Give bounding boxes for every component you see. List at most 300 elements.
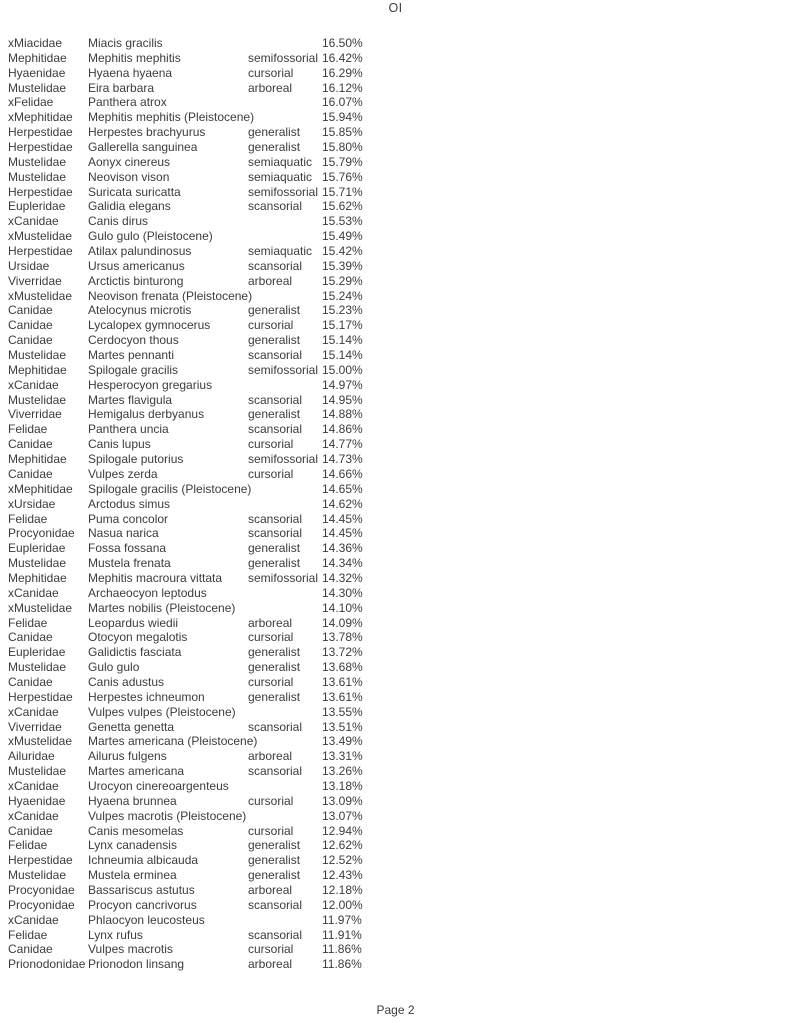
family-cell: xMustelidae (8, 600, 73, 615)
value-cell: 12.43% (322, 868, 363, 883)
species-cell: Procyon cancrivorus (88, 897, 197, 912)
species-cell: Herpestes ichneumon (88, 689, 205, 704)
value-cell: 14.45% (322, 511, 363, 526)
table-row (8, 541, 372, 556)
locomotion-cell: cursorial (248, 823, 294, 838)
locomotion-cell: scansorial (248, 511, 303, 526)
table-row (8, 155, 372, 170)
species-cell: Neovison vison (88, 169, 170, 184)
family-cell: xCanidae (8, 214, 59, 229)
species-cell: Phlaocyon leucosteus (88, 912, 205, 927)
value-cell: 15.42% (322, 244, 363, 259)
locomotion-cell: generalist (248, 407, 301, 422)
locomotion-cell (248, 809, 322, 824)
locomotion-cell: generalist (248, 868, 301, 883)
value-cell: 15.62% (322, 199, 363, 214)
table-row (8, 66, 372, 81)
family-cell: xMephitidae (8, 481, 73, 496)
species-cell: Suricata suricatta (88, 184, 181, 199)
species-cell: Canis lupus (88, 437, 151, 452)
species-cell: Herpestes brachyurus (88, 125, 206, 140)
species-cell: Hemigalus derbyanus (88, 407, 205, 422)
species-cell: Canis mesomelas (88, 823, 184, 838)
family-cell: Herpestidae (8, 689, 73, 704)
value-cell: 13.49% (322, 734, 363, 749)
locomotion-cell: arboreal (248, 273, 293, 288)
value-cell: 15.71% (322, 184, 363, 199)
family-cell: Eupleridae (8, 645, 66, 660)
species-cell: Neovison frenata (Pleistocene) (88, 288, 253, 303)
species-cell: Archaeocyon leptodus (88, 585, 207, 600)
table-row (8, 764, 372, 779)
table-row (8, 497, 372, 512)
family-cell: Eupleridae (8, 199, 66, 214)
locomotion-cell (248, 214, 322, 229)
family-cell: Mustelidae (8, 169, 67, 184)
species-cell: Mephitis mephitis (Pleistocene) (88, 110, 255, 125)
locomotion-cell: semifossorial (248, 184, 319, 199)
value-cell: 14.95% (322, 392, 363, 407)
table-row (8, 363, 372, 378)
value-cell: 13.78% (322, 630, 363, 645)
family-cell: Felidae (8, 511, 48, 526)
locomotion-cell: generalist (248, 303, 301, 318)
table-row (8, 928, 372, 943)
table-row (8, 185, 372, 200)
species-cell: Miacis gracilis (88, 36, 163, 50)
locomotion-cell: scansorial (248, 719, 303, 734)
value-cell: 13.07% (322, 808, 363, 823)
family-cell: xMustelidae (8, 288, 73, 303)
species-cell: Martes nobilis (Pleistocene) (88, 600, 236, 615)
value-cell: 13.72% (322, 645, 363, 660)
family-cell: Mephitidae (8, 50, 67, 65)
locomotion-cell: generalist (248, 125, 301, 140)
value-cell: 16.29% (322, 65, 363, 80)
table-row (8, 170, 372, 185)
family-cell: Mustelidae (8, 348, 67, 363)
species-cell: Fossa fossana (88, 541, 167, 556)
table-row (8, 601, 372, 616)
table-row (8, 883, 372, 898)
locomotion-cell: scansorial (248, 392, 303, 407)
locomotion-cell (248, 95, 322, 110)
locomotion-cell: scansorial (248, 897, 303, 912)
table-row (8, 556, 372, 571)
locomotion-cell: cursorial (248, 318, 294, 333)
species-cell: Martes americana (Pleistocene) (88, 734, 258, 749)
table-row (8, 779, 372, 794)
locomotion-cell (248, 601, 322, 616)
family-cell: Ailuridae (8, 749, 55, 764)
table-row (8, 348, 372, 363)
table-row (8, 482, 372, 497)
species-cell: Atilax palundinosus (88, 244, 192, 259)
family-cell: Herpestidae (8, 140, 73, 155)
family-cell: Mephitidae (8, 570, 67, 585)
locomotion-cell: scansorial (248, 258, 303, 273)
species-cell: Aonyx cinereus (88, 154, 171, 169)
family-cell: Herpestidae (8, 853, 73, 868)
family-cell: Canidae (8, 674, 53, 689)
species-cell: Prionodon linsang (88, 957, 185, 972)
table-row (8, 95, 372, 110)
family-cell: Mustelidae (8, 868, 67, 883)
species-cell: Gulo gulo (Pleistocene) (88, 229, 213, 244)
value-cell: 15.14% (322, 333, 363, 348)
species-cell: Gulo gulo (88, 660, 140, 675)
species-cell: Eira barbara (88, 80, 155, 95)
species-cell: Mephitis mephitis (88, 50, 181, 65)
page-title: OI (388, 1, 403, 15)
value-cell: 15.29% (322, 273, 363, 288)
table-row (8, 675, 372, 690)
table-row (8, 244, 372, 259)
value-cell: 14.30% (322, 585, 363, 600)
family-cell: Mustelidae (8, 80, 67, 95)
table-row (8, 749, 372, 764)
family-cell: Mustelidae (8, 764, 67, 779)
locomotion-cell: semifossorial (248, 570, 319, 585)
species-cell: Martes pennanti (88, 348, 175, 363)
table-row (8, 720, 372, 735)
family-cell: Mustelidae (8, 154, 67, 169)
table-row (8, 734, 372, 749)
table-row (8, 942, 372, 957)
table-row (8, 125, 372, 140)
table-row (8, 957, 372, 972)
value-cell: 13.09% (322, 793, 363, 808)
table-row (8, 645, 372, 660)
table-row (8, 36, 372, 51)
table-row (8, 393, 372, 408)
table-row (8, 452, 372, 467)
value-cell: 15.17% (322, 318, 363, 333)
locomotion-cell (248, 779, 322, 794)
family-cell: Canidae (8, 333, 53, 348)
locomotion-cell (248, 497, 322, 512)
value-cell: 14.32% (322, 570, 363, 585)
species-cell: Mephitis macroura vittata (88, 570, 223, 585)
species-cell: Otocyon megalotis (88, 630, 188, 645)
species-cell: Leopardus wiedii (88, 615, 179, 630)
value-cell: 15.23% (322, 303, 363, 318)
family-cell: Canidae (8, 630, 53, 645)
locomotion-cell (248, 289, 322, 304)
locomotion-cell: cursorial (248, 630, 294, 645)
family-cell: xCanidae (8, 808, 59, 823)
family-cell: Prionodonidae (8, 957, 86, 972)
table-row (8, 586, 372, 601)
locomotion-cell (248, 586, 322, 601)
family-cell: Herpestidae (8, 184, 73, 199)
table-row (8, 81, 372, 96)
table-row (8, 690, 372, 705)
table-row (8, 467, 372, 482)
value-cell: 15.00% (322, 362, 363, 377)
species-cell: Lynx canadensis (88, 838, 177, 853)
table-row (8, 333, 372, 348)
family-cell: Canidae (8, 942, 53, 957)
value-cell: 12.00% (322, 897, 363, 912)
family-cell: xFelidae (8, 95, 54, 110)
table-row (8, 378, 372, 393)
species-cell: Ailurus fulgens (88, 749, 167, 764)
family-cell: xMiacidae (8, 36, 63, 50)
locomotion-cell: scansorial (248, 199, 303, 214)
value-cell: 15.24% (322, 288, 363, 303)
table-row (8, 274, 372, 289)
family-cell: Mephitidae (8, 362, 67, 377)
species-cell: Panthera atrox (88, 95, 167, 110)
species-cell: Vulpes zerda (88, 466, 158, 481)
family-cell: xCanidae (8, 585, 59, 600)
family-cell: xMephitidae (8, 110, 73, 125)
table-row (8, 630, 372, 645)
locomotion-cell (248, 110, 322, 125)
table-row (8, 794, 372, 809)
value-cell: 14.66% (322, 466, 363, 481)
species-cell: Cerdocyon thous (88, 333, 179, 348)
family-cell: Felidae (8, 927, 48, 942)
value-cell: 14.34% (322, 556, 363, 571)
family-cell: Canidae (8, 318, 53, 333)
locomotion-cell: scansorial (248, 348, 303, 363)
locomotion-cell: semifossorial (248, 50, 319, 65)
table-row (8, 913, 372, 928)
table-row (8, 512, 372, 527)
locomotion-cell: generalist (248, 645, 301, 660)
species-cell: Mustela frenata (88, 556, 171, 571)
value-cell: 11.91% (322, 927, 362, 942)
value-cell: 13.51% (322, 719, 363, 734)
table-row (8, 824, 372, 839)
table-row (8, 303, 372, 318)
family-cell: Hyaenidae (8, 793, 66, 808)
value-cell: 14.09% (322, 615, 363, 630)
value-cell: 15.94% (322, 110, 363, 125)
species-cell: Hyaena hyaena (88, 65, 173, 80)
table-row (8, 407, 372, 422)
family-cell: Procyonidae (8, 882, 75, 897)
value-cell: 13.68% (322, 660, 363, 675)
family-cell: Ursidae (8, 258, 50, 273)
value-cell: 11.86% (322, 942, 362, 957)
value-cell: 16.07% (322, 95, 363, 110)
value-cell: 12.94% (322, 823, 363, 838)
value-cell: 13.61% (322, 689, 363, 704)
table-row (8, 437, 372, 452)
value-cell: 14.62% (322, 496, 363, 511)
species-cell: Panthera uncia (88, 422, 169, 437)
table-row (8, 705, 372, 720)
locomotion-cell: generalist (248, 853, 301, 868)
species-cell: Spilogale gracilis (88, 362, 179, 377)
locomotion-cell: arboreal (248, 882, 293, 897)
value-cell: 14.36% (322, 541, 363, 556)
value-cell: 14.97% (322, 377, 363, 392)
value-cell: 12.62% (322, 838, 363, 853)
table-row (8, 809, 372, 824)
locomotion-cell: cursorial (248, 942, 294, 957)
family-cell: Felidae (8, 422, 48, 437)
species-cell: Genetta genetta (88, 719, 175, 734)
value-cell: 13.18% (322, 778, 363, 793)
species-cell: Mustela erminea (88, 868, 177, 883)
family-cell: Viverridae (8, 719, 62, 734)
locomotion-cell: generalist (248, 660, 301, 675)
table-row (8, 898, 372, 913)
value-cell: 15.76% (322, 169, 363, 184)
species-cell: Lynx rufus (88, 927, 143, 942)
table-row (8, 838, 372, 853)
species-cell: Ichneumia albicauda (88, 853, 199, 868)
species-cell: Lycalopex gymnocerus (88, 318, 211, 333)
value-cell: 11.97% (322, 912, 362, 927)
species-cell: Martes flavigula (88, 392, 173, 407)
family-cell: Procyonidae (8, 897, 75, 912)
family-cell: Canidae (8, 437, 53, 452)
species-cell: Urocyon cinereoargenteus (88, 778, 229, 793)
table-row (8, 229, 372, 244)
species-cell: Canis adustus (88, 674, 165, 689)
table-row (8, 853, 372, 868)
value-cell: 14.10% (322, 600, 363, 615)
value-cell: 14.45% (322, 526, 363, 541)
table-row (8, 289, 372, 304)
family-cell: Mephitidae (8, 452, 67, 467)
family-cell: Herpestidae (8, 244, 73, 259)
locomotion-cell: scansorial (248, 927, 303, 942)
value-cell: 13.55% (322, 704, 363, 719)
family-cell: xCanidae (8, 704, 59, 719)
species-cell: Galidictis fasciata (88, 645, 182, 660)
locomotion-cell: cursorial (248, 65, 294, 80)
table-row (8, 199, 372, 214)
value-cell: 15.85% (322, 125, 363, 140)
locomotion-cell: generalist (248, 838, 301, 853)
family-cell: Felidae (8, 838, 48, 853)
value-cell: 16.42% (322, 50, 363, 65)
value-cell: 14.73% (322, 452, 363, 467)
family-cell: xUrsidae (8, 496, 56, 511)
family-cell: Procyonidae (8, 526, 75, 541)
species-cell: Atelocynus microtis (88, 303, 192, 318)
species-cell: Nasua narica (88, 526, 159, 541)
family-cell: xMustelidae (8, 734, 73, 749)
species-cell: Vulpes vulpes (Pleistocene) (88, 704, 236, 719)
value-cell: 15.39% (322, 258, 363, 273)
species-cell: Arctodus simus (88, 496, 171, 511)
locomotion-cell: semiaquatic (248, 154, 313, 169)
family-cell: Mustelidae (8, 556, 67, 571)
locomotion-cell: scansorial (248, 422, 303, 437)
value-cell: 15.80% (322, 140, 363, 155)
family-cell: xCanidae (8, 377, 59, 392)
table-row (8, 51, 372, 66)
species-cell: Vulpes macrotis (88, 942, 173, 957)
family-cell: Mustelidae (8, 660, 67, 675)
species-cell: Bassariscus astutus (88, 882, 195, 897)
species-cell: Gallerella sanguinea (88, 140, 198, 155)
table-row (8, 526, 372, 541)
value-cell: 13.61% (322, 674, 363, 689)
locomotion-cell (248, 36, 322, 51)
locomotion-cell: semifossorial (248, 452, 319, 467)
value-cell: 16.50% (322, 36, 363, 50)
family-cell: Canidae (8, 303, 53, 318)
locomotion-cell (248, 482, 322, 497)
value-cell: 14.65% (322, 481, 363, 496)
table-row (8, 660, 372, 675)
locomotion-cell (248, 913, 322, 928)
value-cell: 11.86% (322, 957, 362, 972)
locomotion-cell: semiaquatic (248, 169, 313, 184)
value-cell: 15.49% (322, 229, 363, 244)
value-cell: 15.14% (322, 348, 363, 363)
table-row (8, 571, 372, 586)
value-cell: 13.31% (322, 749, 363, 764)
species-cell: Martes americana (88, 764, 185, 779)
species-cell: Puma concolor (88, 511, 169, 526)
locomotion-cell (248, 705, 322, 720)
locomotion-cell: semiaquatic (248, 244, 313, 259)
species-cell: Arctictis binturong (88, 273, 184, 288)
species-cell: Canis dirus (88, 214, 149, 229)
family-cell: Viverridae (8, 407, 62, 422)
locomotion-cell: scansorial (248, 764, 303, 779)
locomotion-cell: scansorial (248, 526, 303, 541)
species-cell: Galidia elegans (88, 199, 171, 214)
family-cell: Felidae (8, 615, 48, 630)
species-table (8, 36, 372, 972)
value-cell: 15.53% (322, 214, 363, 229)
family-cell: Canidae (8, 823, 53, 838)
locomotion-cell: generalist (248, 140, 301, 155)
species-cell: Hyaena brunnea (88, 793, 177, 808)
page-number: Page 2 (376, 1003, 415, 1017)
family-cell: Herpestidae (8, 125, 73, 140)
locomotion-cell: arboreal (248, 957, 293, 972)
value-cell: 14.77% (322, 437, 363, 452)
family-cell: Viverridae (8, 273, 62, 288)
value-cell: 13.26% (322, 764, 363, 779)
family-cell: xCanidae (8, 778, 59, 793)
locomotion-cell: generalist (248, 689, 301, 704)
locomotion-cell: generalist (248, 333, 301, 348)
species-cell: Ursus americanus (88, 258, 185, 273)
locomotion-cell: generalist (248, 556, 301, 571)
family-cell: Mustelidae (8, 392, 67, 407)
family-cell: Eupleridae (8, 541, 66, 556)
locomotion-cell: cursorial (248, 437, 294, 452)
locomotion-cell: cursorial (248, 466, 294, 481)
locomotion-cell: semifossorial (248, 362, 319, 377)
family-cell: Hyaenidae (8, 65, 66, 80)
value-cell: 16.12% (322, 80, 363, 95)
family-cell: Canidae (8, 466, 53, 481)
locomotion-cell: arboreal (248, 615, 293, 630)
locomotion-cell (248, 734, 322, 749)
value-cell: 14.86% (322, 422, 363, 437)
table-row (8, 868, 372, 883)
table-row (8, 259, 372, 274)
locomotion-cell: arboreal (248, 749, 293, 764)
value-cell: 12.52% (322, 853, 363, 868)
table-row (8, 214, 372, 229)
value-cell: 15.79% (322, 154, 363, 169)
species-cell: Vulpes macrotis (Pleistocene) (88, 808, 247, 823)
